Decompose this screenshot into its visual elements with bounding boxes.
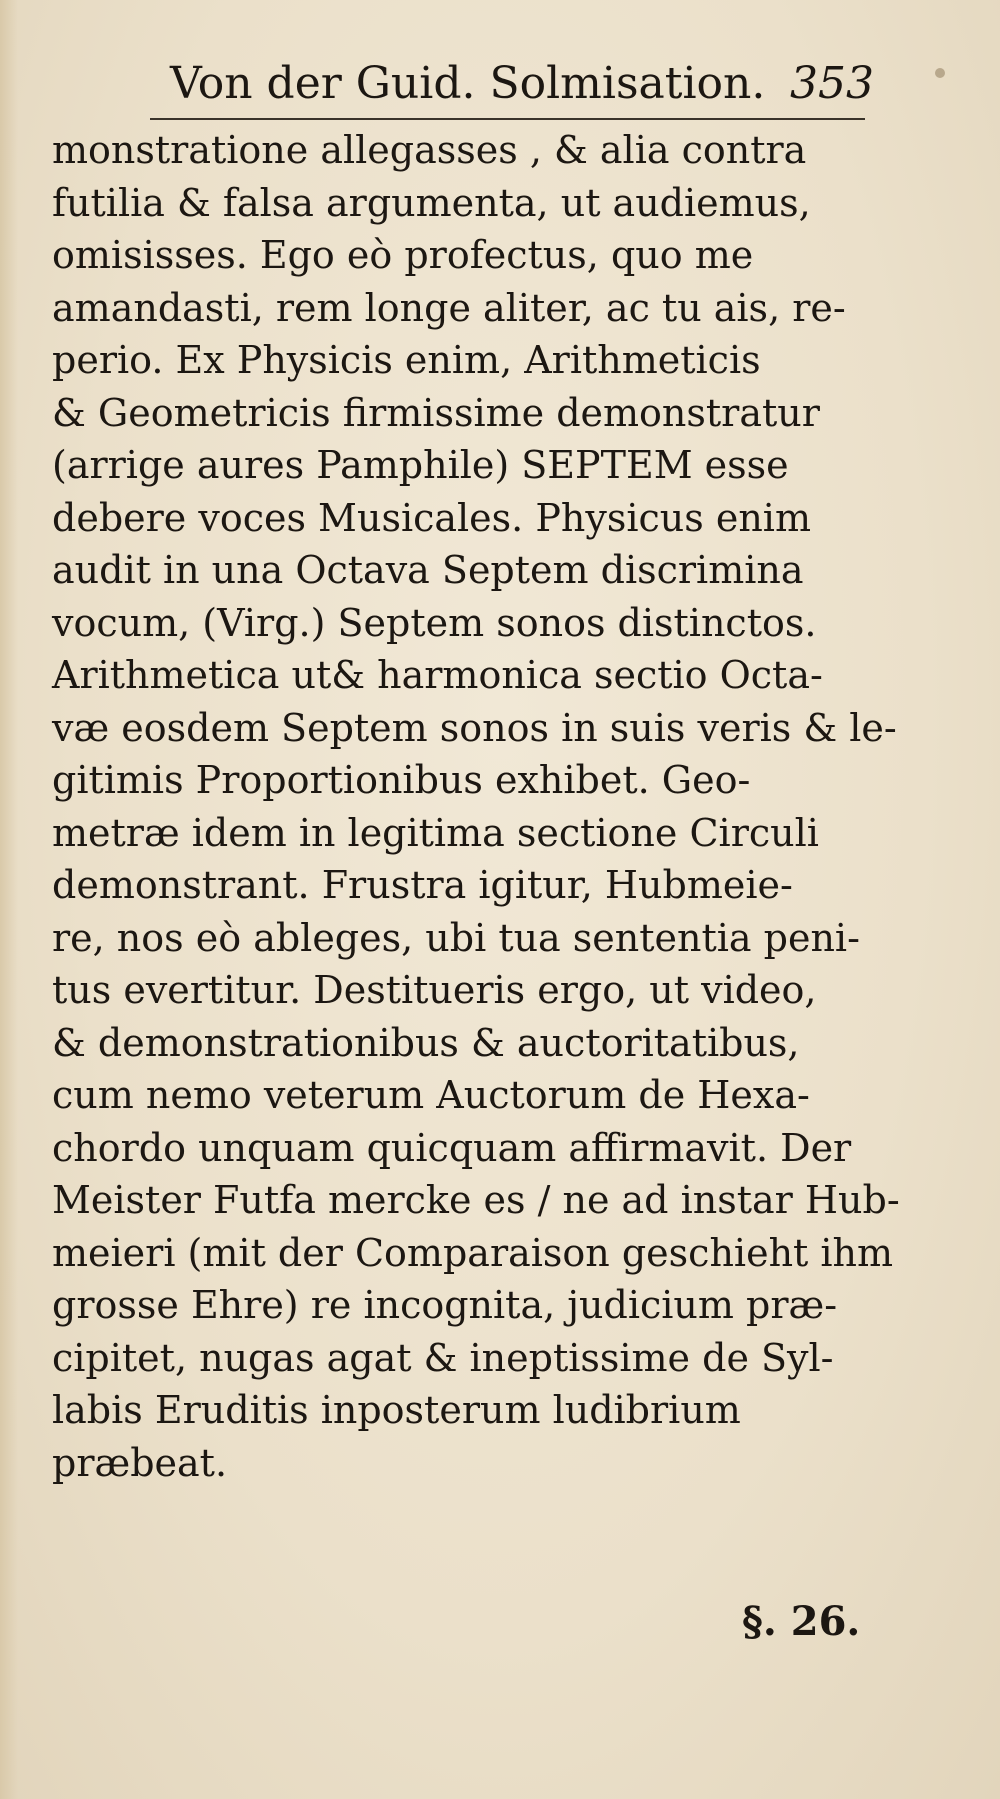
text-line: monstratione allegasses , & alia contra — [52, 128, 807, 172]
page-header — [170, 50, 890, 120]
text-line: labis Eruditis inposterum ludibrium — [52, 1388, 741, 1432]
text-line: Meister Futfa mercke es / ne ad instar Hub- — [52, 1178, 900, 1222]
text-line: & Geometricis firmissime demonstratur — [52, 390, 820, 435]
text-line: præbeat. — [52, 1440, 228, 1485]
text-line: chordo unquam quicquam affirmavit. Der — [52, 1125, 852, 1170]
text-line: cipitet, nugas agat & ineptissime de Syl- — [52, 1335, 834, 1380]
text-line: & demonstrationibus & auctoritatibus, — [52, 1020, 800, 1065]
text-line: omisisses. Ego eò profectus, quo me — [52, 233, 754, 277]
text-line: gitimis Proportionibus exhibet. Geo- — [52, 758, 751, 802]
text-line: cum nemo veterum Auctorum de Hexa- — [52, 1073, 810, 1117]
header-rule — [150, 118, 865, 120]
text-line: Arithmetica ut& harmonica sectio Octa- — [52, 653, 823, 697]
text-line: (arrige aures Pamphile) SEPTEM esse — [52, 443, 789, 487]
text-line: tus evertitur. Destitueris ergo, ut video, — [52, 968, 817, 1012]
text-line: væ eosdem Septem sonos in suis veris & le- — [52, 705, 897, 750]
running-head: Von der Guid. Solmisation. — [170, 58, 766, 109]
text-line: audit in una Octava Septem discrimina — [52, 548, 804, 592]
text-line: meieri (mit der Comparaison geschieht ihm — [52, 1230, 894, 1275]
text-line: metræ idem in legitima sectione Circuli — [52, 810, 819, 855]
text-line: re, nos eò ableges, ubi tua sententia peni- — [52, 915, 860, 960]
text-line: futilia & falsa argumenta, ut audiemus, — [52, 180, 811, 225]
ink-spot — [935, 68, 945, 78]
page-number: 353 — [790, 58, 874, 109]
catchword: §. 26. — [742, 1598, 861, 1645]
text-line: demonstrant. Frustra igitur, Hubmeie- — [52, 863, 793, 907]
text-line: grosse Ehre) re incognita, judicium præ- — [52, 1283, 838, 1327]
body-text — [52, 124, 912, 1489]
text-line: amandasti, rem longe aliter, ac tu ais, re- — [52, 285, 846, 330]
text-line: vocum, (Virg.) Septem sonos distinctos. — [52, 600, 817, 645]
page-edge-shadow — [0, 0, 18, 1799]
text-line: perio. Ex Physicis enim, Arithmeticis — [52, 338, 761, 382]
text-line: debere voces Musicales. Physicus enim — [52, 495, 811, 540]
